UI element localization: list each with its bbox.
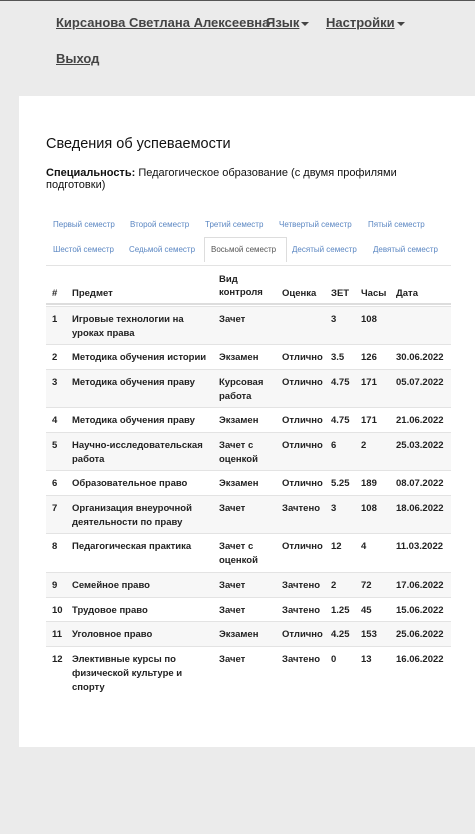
specialty-info <box>46 167 426 191</box>
specialty-label: Специальность: <box>46 167 136 179</box>
header-hours: Часы <box>361 288 387 299</box>
row-control-type: Зачет <box>219 654 246 665</box>
tab-semester-4[interactable]: Четвертый семестр <box>279 220 352 229</box>
row-control-type: Экзамен <box>219 415 259 426</box>
row-control-type: Курсовая работа <box>219 377 264 402</box>
table-row <box>46 646 451 697</box>
row-zet: 12 <box>331 541 342 552</box>
table-header-border <box>46 303 451 305</box>
row-subject: Научно-исследовательская работа <box>72 440 203 465</box>
row-zet: 3.5 <box>331 352 345 363</box>
row-subject: Трудовое право <box>72 605 148 616</box>
header-zet: ЗЕТ <box>331 288 350 299</box>
row-date: 30.06.2022 <box>396 352 444 363</box>
row-hours: 171 <box>361 377 377 388</box>
table-row <box>46 621 451 647</box>
chevron-down-icon <box>301 22 309 26</box>
row-subject: Уголовное право <box>72 629 153 640</box>
row-hours: 45 <box>361 605 372 616</box>
table-row <box>46 470 451 496</box>
row-control-type: Зачет <box>219 503 246 514</box>
row-date: 25.03.2022 <box>396 440 444 451</box>
row-zet: 4.75 <box>331 377 350 388</box>
tab-semester-1[interactable]: Первый семестр <box>53 220 115 229</box>
row-subject: Игровые технологии на уроках права <box>72 314 184 339</box>
row-hours: 171 <box>361 415 377 426</box>
table-row <box>46 533 451 573</box>
row-subject: Методика обучения праву <box>72 377 195 388</box>
row-number: 7 <box>52 503 58 514</box>
row-number: 9 <box>52 580 58 591</box>
row-grade: Отлично <box>282 352 323 363</box>
row-number: 12 <box>52 654 63 665</box>
tab-semester-3[interactable]: Третий семестр <box>205 220 264 229</box>
row-control-type: Зачет <box>219 605 246 616</box>
row-control-type: Зачет <box>219 580 246 591</box>
row-zet: 2 <box>331 580 337 591</box>
row-grade: Отлично <box>282 415 323 426</box>
row-date: 15.06.2022 <box>396 605 444 616</box>
row-number: 2 <box>52 352 58 363</box>
row-zet: 1.25 <box>331 605 350 616</box>
table-row <box>46 306 451 345</box>
page-title: Сведения об успеваемости <box>46 136 231 152</box>
row-date: 25.06.2022 <box>396 629 444 640</box>
row-date: 21.06.2022 <box>396 415 444 426</box>
row-subject: Методика обучения истории <box>72 352 207 363</box>
language-label: Язык <box>266 15 300 30</box>
table-row <box>46 369 451 408</box>
navbar-top-border <box>0 0 475 1</box>
row-number: 11 <box>52 629 63 640</box>
tab-semester-6[interactable]: Шестой семестр <box>53 245 115 254</box>
row-grade: Отлично <box>282 541 323 552</box>
row-hours: 153 <box>361 629 377 640</box>
table-row <box>46 572 451 598</box>
table-row <box>46 344 451 370</box>
tab-semester-7[interactable]: Седьмой семестр <box>129 245 196 254</box>
header-control <box>219 273 263 299</box>
row-subject: Организация внеурочной деятельности по праву <box>72 503 192 528</box>
row-number: 10 <box>52 605 63 616</box>
specialty-value: Педагогическое образование (с двумя профилями подготовки) <box>46 167 397 191</box>
tab-semester-5[interactable]: Пятый семестр <box>368 220 425 229</box>
row-grade: Отлично <box>282 377 323 388</box>
row-number: 1 <box>52 314 58 325</box>
header-subject: Предмет <box>72 288 113 299</box>
row-subject: Методика обучения праву <box>72 415 195 426</box>
row-grade: Зачтено <box>282 580 320 591</box>
row-date: 16.06.2022 <box>396 654 444 665</box>
row-control-type: Зачет <box>219 314 246 325</box>
row-grade: Отлично <box>282 629 323 640</box>
row-hours: 189 <box>361 478 377 489</box>
row-grade: Зачтено <box>282 654 320 665</box>
row-hours: 126 <box>361 352 377 363</box>
row-subject: Семейное право <box>72 580 150 591</box>
performance-card <box>19 96 475 747</box>
row-hours: 2 <box>361 440 367 451</box>
row-number: 4 <box>52 415 58 426</box>
row-subject: Педагогическая практика <box>72 541 192 552</box>
table-row <box>46 495 451 534</box>
row-grade: Отлично <box>282 440 323 451</box>
tab-semester-8[interactable]: Восьмой семестр <box>211 245 277 254</box>
row-zet: 0 <box>331 654 337 665</box>
row-grade: Зачтено <box>282 605 320 616</box>
row-zet: 5.25 <box>331 478 350 489</box>
settings-dropdown[interactable] <box>326 15 405 30</box>
chevron-down-icon <box>397 22 405 26</box>
row-number: 8 <box>52 541 58 552</box>
row-grade: Зачтено <box>282 503 320 514</box>
row-zet: 3 <box>331 503 337 514</box>
row-date: 11.03.2022 <box>396 541 444 552</box>
language-dropdown[interactable] <box>266 15 309 30</box>
row-number: 5 <box>52 440 58 451</box>
row-zet: 6 <box>331 440 337 451</box>
tab-semester-9[interactable]: Девятый семестр <box>373 245 438 254</box>
table-row <box>46 407 451 433</box>
row-control-type: Экзамен <box>219 478 259 489</box>
row-subject: Элективные курсы по физической культуре и спорту <box>72 654 183 693</box>
row-zet: 4.25 <box>331 629 350 640</box>
user-name-link[interactable]: Кирсанова Светлана Алексеевна <box>56 15 270 30</box>
row-subject: Образовательное право <box>72 478 188 489</box>
row-date: 17.06.2022 <box>396 580 444 591</box>
logout-link[interactable]: Выход <box>56 51 100 66</box>
tab-semester-10[interactable]: Десятый семестр <box>292 245 357 254</box>
row-control-type: Зачет с оценкой <box>219 541 258 566</box>
table-row <box>46 597 451 622</box>
row-grade: Отлично <box>282 478 323 489</box>
row-hours: 4 <box>361 541 367 552</box>
header-control-line1: Вид <box>219 274 238 285</box>
header-date: Дата <box>396 288 418 299</box>
row-control-type: Зачет с оценкой <box>219 440 258 465</box>
row-hours: 108 <box>361 314 377 325</box>
tab-semester-2[interactable]: Второй семестр <box>130 220 190 229</box>
row-hours: 72 <box>361 580 372 591</box>
row-number: 6 <box>52 478 58 489</box>
header-control-line2: контроля <box>219 287 263 298</box>
tabs-divider <box>46 265 451 266</box>
row-number: 3 <box>52 377 58 388</box>
table-row <box>46 432 451 471</box>
header-grade: Оценка <box>282 288 317 299</box>
row-control-type: Экзамен <box>219 352 259 363</box>
header-num: # <box>52 288 58 299</box>
row-zet: 3 <box>331 314 337 325</box>
row-date: 05.07.2022 <box>396 377 444 388</box>
top-navbar <box>0 0 475 96</box>
row-zet: 4.75 <box>331 415 350 426</box>
row-date: 18.06.2022 <box>396 503 444 514</box>
row-control-type: Экзамен <box>219 629 259 640</box>
row-date: 08.07.2022 <box>396 478 444 489</box>
row-hours: 13 <box>361 654 372 665</box>
settings-label: Настройки <box>326 15 395 30</box>
row-hours: 108 <box>361 503 377 514</box>
